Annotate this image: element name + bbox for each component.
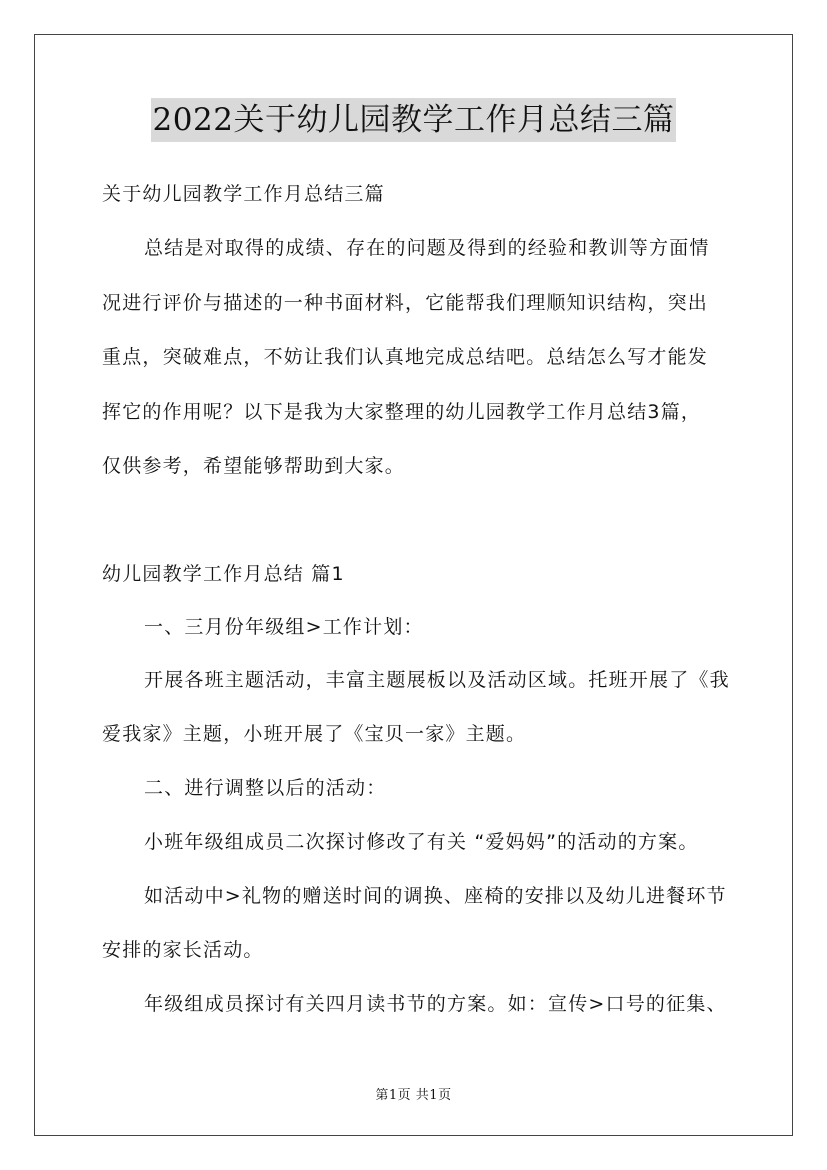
section-heading: 幼儿园教学工作月总结 篇1 — [102, 563, 345, 585]
body-line: 年级组成员探讨有关四月读书节的方案。如：宣传>口号的征集、 — [144, 993, 727, 1015]
document-title: 2022关于幼儿园教学工作月总结三篇 — [151, 98, 677, 142]
intro-line: 总结是对取得的成绩、存在的问题及得到的经验和教训等方面情 — [144, 237, 710, 259]
intro-line: 挥它的作用呢？以下是我为大家整理的幼儿园教学工作月总结3篇， — [102, 401, 702, 423]
body-line: 小班年级组成员二次探讨修改了有关 “爱妈妈”的活动的方案。 — [144, 831, 699, 853]
body-line: 如活动中>礼物的赠送时间的调换、座椅的安排以及幼儿进餐环节 — [144, 885, 727, 907]
body-line: 安排的家长活动。 — [102, 939, 264, 961]
body-line: 二、进行调整以后的活动： — [144, 777, 387, 799]
body-line: 开展各班主题活动，丰富主题展板以及活动区域。托班开展了《我 — [144, 669, 730, 691]
intro-line: 况进行评价与描述的一种书面材料，它能帮我们理顺知识结构，突出 — [102, 292, 709, 314]
intro-line: 重点，突破难点，不妨让我们认真地完成总结吧。总结怎么写才能发 — [102, 346, 709, 368]
body-line: 一、三月份年级组>工作计划： — [144, 616, 424, 638]
body-line: 爱我家》主题，小班开展了《宝贝一家》主题。 — [102, 723, 527, 745]
title-container — [0, 98, 827, 142]
document-subtitle: 关于幼儿园教学工作月总结三篇 — [102, 183, 385, 205]
intro-line: 仅供参考，希望能够帮助到大家。 — [102, 455, 406, 477]
page-footer: 第1页 共1页 — [375, 1088, 452, 1103]
